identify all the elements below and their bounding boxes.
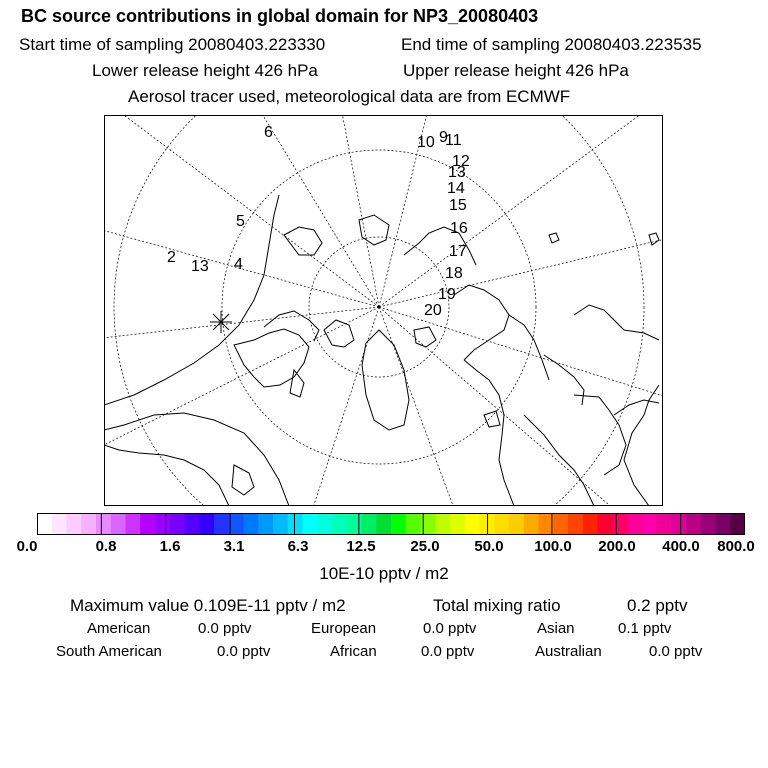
trajectory-label: 19 xyxy=(438,286,456,303)
colorbar-tick-label: 0.0 xyxy=(16,538,38,555)
colorbar-swatch xyxy=(435,513,450,535)
trajectory-label: 17 xyxy=(449,243,467,260)
colorbar-swatch xyxy=(406,513,421,535)
lower-release-height: Lower release height 426 hPa xyxy=(92,61,318,80)
colorbar-swatch xyxy=(583,513,598,535)
american-value: 0.0 pptv xyxy=(198,620,252,637)
colorbar-swatch xyxy=(52,513,67,535)
colorbar-swatch xyxy=(627,513,642,535)
colorbar-swatch xyxy=(450,513,465,535)
trajectory-label: 13 xyxy=(448,164,466,181)
colorbar-swatch xyxy=(671,513,686,535)
european-label: European xyxy=(311,620,377,637)
total-mixing-ratio-label: Total mixing ratio xyxy=(433,596,561,615)
trajectory-label: 13 xyxy=(191,258,209,275)
colorbar-tick-label: 3.1 xyxy=(223,538,245,555)
colorbar-swatch xyxy=(539,513,554,535)
colorbar-swatch xyxy=(111,513,126,535)
colorbar-swatch xyxy=(598,513,613,535)
colorbar-swatch xyxy=(612,513,627,535)
south-american-label: South American xyxy=(56,643,162,660)
australian-label: Australian xyxy=(535,643,602,660)
trajectory-label: 10 xyxy=(417,134,435,151)
colorbar-swatch xyxy=(37,513,52,535)
trajectory-label: 12 xyxy=(452,153,470,170)
colorbar-swatch xyxy=(332,513,347,535)
maximum-value: Maximum value 0.109E-11 pptv / m2 xyxy=(70,596,346,615)
end-time: End time of sampling 20080403.223535 xyxy=(401,35,702,54)
colorbar-swatch xyxy=(716,513,731,535)
colorbar-swatch xyxy=(126,513,141,535)
colorbar-tick-label: 12.5 xyxy=(346,538,376,555)
trajectory-label: 20 xyxy=(424,302,442,319)
colorbar-swatch xyxy=(730,513,745,535)
colorbar-swatch xyxy=(140,513,155,535)
trajectory-label: 2 xyxy=(167,249,176,266)
colorbar-swatch xyxy=(288,513,303,535)
trajectory-label: 4 xyxy=(234,256,243,273)
colorbar-swatch xyxy=(214,513,229,535)
colorbar-swatch xyxy=(686,513,701,535)
colorbar-units: 10E-10 pptv / m2 xyxy=(319,564,449,583)
trajectory-label: 18 xyxy=(445,265,463,282)
south-american-value: 0.0 pptv xyxy=(217,643,271,660)
colorbar-swatch xyxy=(642,513,657,535)
colorbar-swatch xyxy=(553,513,568,535)
colorbar-swatch xyxy=(509,513,524,535)
upper-release-height: Upper release height 426 hPa xyxy=(403,61,629,80)
african-label: African xyxy=(330,643,377,660)
colorbar-swatch xyxy=(303,513,318,535)
trajectory-labels xyxy=(167,124,470,319)
colorbar-swatch xyxy=(657,513,672,535)
colorbar-swatch xyxy=(701,513,716,535)
coastlines xyxy=(104,195,659,506)
colorbar-swatch xyxy=(199,513,214,535)
colorbar-tick-label: 1.6 xyxy=(159,538,181,555)
colorbar-tick-label: 0.8 xyxy=(95,538,117,555)
colorbar-swatch xyxy=(258,513,273,535)
release-marker xyxy=(210,311,232,333)
colorbar-swatch xyxy=(155,513,170,535)
map-grid xyxy=(104,115,663,506)
australian-value: 0.0 pptv xyxy=(649,643,703,660)
colorbar-swatch xyxy=(568,513,583,535)
colorbar-tick-label: 100.0 xyxy=(534,538,572,555)
colorbar-tick-label: 6.3 xyxy=(287,538,309,555)
colorbar-tick-label: 25.0 xyxy=(410,538,440,555)
colorbar xyxy=(37,513,745,535)
total-mixing-ratio-value: 0.2 pptv xyxy=(627,596,688,615)
colorbar-swatch xyxy=(317,513,332,535)
colorbar-swatch xyxy=(362,513,377,535)
colorbar-swatch xyxy=(81,513,96,535)
african-value: 0.0 pptv xyxy=(421,643,475,660)
european-value: 0.0 pptv xyxy=(423,620,477,637)
colorbar-tick-label: 50.0 xyxy=(474,538,504,555)
colorbar-swatch xyxy=(67,513,82,535)
colorbar-swatch xyxy=(347,513,362,535)
colorbar-tick-label: 200.0 xyxy=(598,538,636,555)
trajectory-label: 11 xyxy=(445,132,462,149)
start-time: Start time of sampling 20080403.223330 xyxy=(19,35,326,54)
american-label: American xyxy=(87,620,151,637)
asian-label: Asian xyxy=(537,620,575,637)
colorbar-swatch xyxy=(391,513,406,535)
trajectory-label: 16 xyxy=(450,220,468,237)
colorbar-swatch xyxy=(524,513,539,535)
trajectory-label: 14 xyxy=(447,180,465,197)
colorbar-swatch xyxy=(244,513,259,535)
colorbar-tick-label: 400.0 xyxy=(662,538,700,555)
colorbar-swatch xyxy=(273,513,288,535)
colorbar-swatch xyxy=(185,513,200,535)
trajectory-label: 15 xyxy=(449,197,467,214)
colorbar-swatch xyxy=(465,513,480,535)
tracer-info: Aerosol tracer used, meteorological data are from ECMWF xyxy=(128,87,571,106)
colorbar-swatch xyxy=(494,513,509,535)
polar-map xyxy=(104,115,663,506)
trajectory-label: 5 xyxy=(236,213,245,230)
colorbar-swatch xyxy=(229,513,244,535)
colorbar-swatch xyxy=(170,513,185,535)
colorbar-tick-label: 800.0 xyxy=(717,538,755,555)
trajectory-label: 9 xyxy=(439,129,448,146)
map-title: BC source contributions in global domain for NP3_20080403 xyxy=(21,6,539,26)
asian-value: 0.1 pptv xyxy=(618,620,672,637)
colorbar-swatch xyxy=(480,513,495,535)
colorbar-swatch xyxy=(376,513,391,535)
trajectory-label: 6 xyxy=(264,124,273,141)
colorbar-swatch xyxy=(96,513,111,535)
